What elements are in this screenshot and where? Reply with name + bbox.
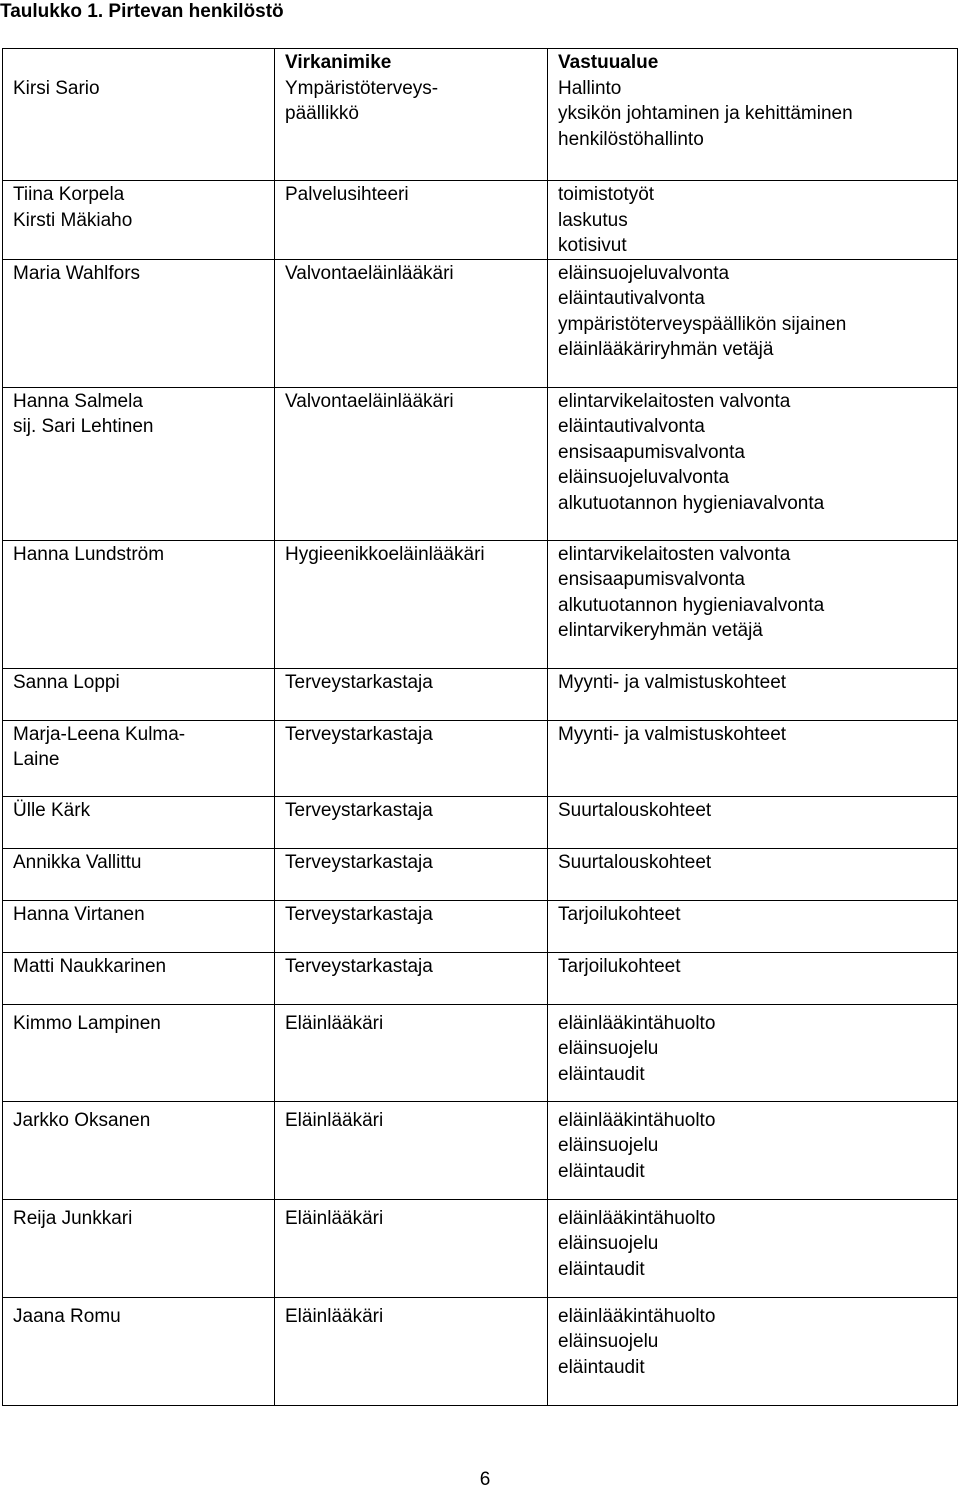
table-row (3, 181, 958, 260)
area-cell (548, 952, 958, 1004)
name-cell (3, 952, 275, 1004)
title-cell (275, 1101, 548, 1199)
name-cell (3, 259, 275, 387)
staff-area: Tarjoilukohteet (558, 955, 681, 977)
staff-area: eläinlääkintähuolto eläinsuojelu eläintaudit (558, 1109, 716, 1182)
staff-name: Reija Junkkari (13, 1207, 133, 1229)
name-cell (3, 1101, 275, 1199)
staff-title: Ympäristöterveys- päällikkö (285, 77, 439, 124)
title-cell (275, 49, 548, 181)
staff-table (2, 48, 958, 1406)
title-cell (275, 387, 548, 540)
area-cell (548, 1297, 958, 1405)
staff-title: Valvontaeläinlääkäri (285, 262, 454, 284)
table-row (3, 259, 958, 387)
area-cell (548, 848, 958, 900)
table-row (3, 1101, 958, 1199)
staff-name: Matti Naukkarinen (13, 955, 167, 977)
table-row (3, 900, 958, 952)
staff-name: Kimmo Lampinen (13, 1012, 161, 1034)
name-cell (3, 900, 275, 952)
staff-title: Valvontaeläinlääkäri (285, 390, 454, 412)
title-cell (275, 1199, 548, 1297)
table-row (3, 796, 958, 848)
page-number: 6 (479, 1469, 491, 1490)
title-cell (275, 540, 548, 668)
staff-area: elintarvikelaitosten valvonta ensisaapumisvalvonta alkutuotannon hygieniavalvonta elintarvikeryhmän vetäjä (558, 543, 825, 641)
table-row (3, 848, 958, 900)
name-cell (3, 1199, 275, 1297)
staff-name: Tiina Korpela Kirsti Mäkiaho (13, 184, 133, 231)
staff-area: Myynti- ja valmistuskohteet (558, 671, 787, 693)
staff-name: Kirsi Sario (13, 78, 100, 99)
staff-name: Jarkko Oksanen (13, 1109, 151, 1131)
staff-title: Terveystarkastaja (285, 723, 433, 745)
staff-title: Terveystarkastaja (285, 903, 433, 925)
area-cell (548, 900, 958, 952)
name-cell (3, 387, 275, 540)
staff-name: Jaana Romu (13, 1305, 121, 1327)
staff-area: Suurtalouskohteet (558, 799, 712, 821)
staff-title: Eläinlääkäri (285, 1207, 384, 1229)
title-cell (275, 668, 548, 720)
staff-area: eläinlääkintähuolto eläinsuojelu eläintaudit (558, 1207, 716, 1280)
name-cell (3, 848, 275, 900)
area-cell (548, 49, 958, 181)
name-cell (3, 720, 275, 796)
staff-table-container (2, 48, 958, 1406)
staff-name: Marja-Leena Kulma- Laine (13, 723, 186, 770)
table-row (3, 1199, 958, 1297)
area-cell (548, 1199, 958, 1297)
staff-area: elintarvikelaitosten valvonta eläintautivalvonta ensisaapumisvalvonta eläinsuojeluvalvonta alkutuotannon hygieniavalvonta (558, 390, 825, 514)
table-row (3, 49, 958, 181)
staff-name: Hanna Virtanen (13, 903, 145, 925)
staff-name: Sanna Loppi (13, 671, 120, 693)
staff-title: Eläinlääkäri (285, 1012, 384, 1034)
area-cell (548, 668, 958, 720)
staff-area: Hallinto yksikön johtaminen ja kehittäminen henkilöstöhallinto (558, 77, 853, 150)
table-row (3, 668, 958, 720)
title-cell (275, 796, 548, 848)
staff-area: eläinlääkintähuolto eläinsuojelu eläintaudit (558, 1012, 716, 1085)
staff-area: eläinsuojeluvalvonta eläintautivalvonta ympäristöterveyspäällikön sijainen eläinlääkäriryhmän vetäjä (558, 262, 847, 360)
table-row (3, 387, 958, 540)
area-cell (548, 387, 958, 540)
staff-area: Suurtalouskohteet (558, 851, 712, 873)
table-row (3, 952, 958, 1004)
title-cell (275, 848, 548, 900)
title-cell (275, 181, 548, 260)
title-cell (275, 900, 548, 952)
area-cell (548, 796, 958, 848)
name-cell (3, 796, 275, 848)
staff-name: Hanna Salmela sij. Sari Lehtinen (13, 390, 154, 437)
area-cell (548, 1101, 958, 1199)
staff-name: Hanna Lundström (13, 543, 165, 565)
title-cell (275, 952, 548, 1004)
staff-area: toimistotyöt laskutus kotisivut (558, 184, 655, 256)
staff-name: Ülle Kärk (13, 799, 91, 821)
staff-title: Eläinlääkäri (285, 1305, 384, 1327)
staff-title: Palvelusihteeri (285, 184, 409, 205)
area-cell (548, 540, 958, 668)
title-cell (275, 1004, 548, 1101)
title-cell (275, 259, 548, 387)
staff-title: Terveystarkastaja (285, 671, 433, 693)
table-caption: Taulukko 1. Pirtevan henkilöstö (0, 1, 284, 22)
staff-title: Eläinlääkäri (285, 1109, 384, 1131)
staff-area: Myynti- ja valmistuskohteet (558, 723, 787, 745)
area-cell (548, 181, 958, 260)
staff-title: Hygieenikkoeläinlääkäri (285, 543, 485, 565)
title-cell (275, 720, 548, 796)
column-header-area: Vastuualue (558, 52, 659, 73)
area-cell (548, 720, 958, 796)
table-row (3, 1297, 958, 1405)
name-cell (3, 181, 275, 260)
name-cell (3, 1004, 275, 1101)
staff-area: eläinlääkintähuolto eläinsuojelu eläintaudit (558, 1305, 716, 1378)
staff-title: Terveystarkastaja (285, 851, 433, 873)
staff-name: Annikka Vallittu (13, 851, 142, 873)
staff-title: Terveystarkastaja (285, 799, 433, 821)
name-cell (3, 1297, 275, 1405)
name-cell (3, 540, 275, 668)
title-cell (275, 1297, 548, 1405)
area-cell (548, 259, 958, 387)
column-header-title: Virkanimike (285, 52, 392, 73)
staff-name: Maria Wahlfors (13, 262, 141, 284)
staff-area: Tarjoilukohteet (558, 903, 681, 925)
table-row (3, 540, 958, 668)
name-cell (3, 668, 275, 720)
name-cell (3, 49, 275, 181)
table-row (3, 1004, 958, 1101)
staff-title: Terveystarkastaja (285, 955, 433, 977)
area-cell (548, 1004, 958, 1101)
table-row (3, 720, 958, 796)
